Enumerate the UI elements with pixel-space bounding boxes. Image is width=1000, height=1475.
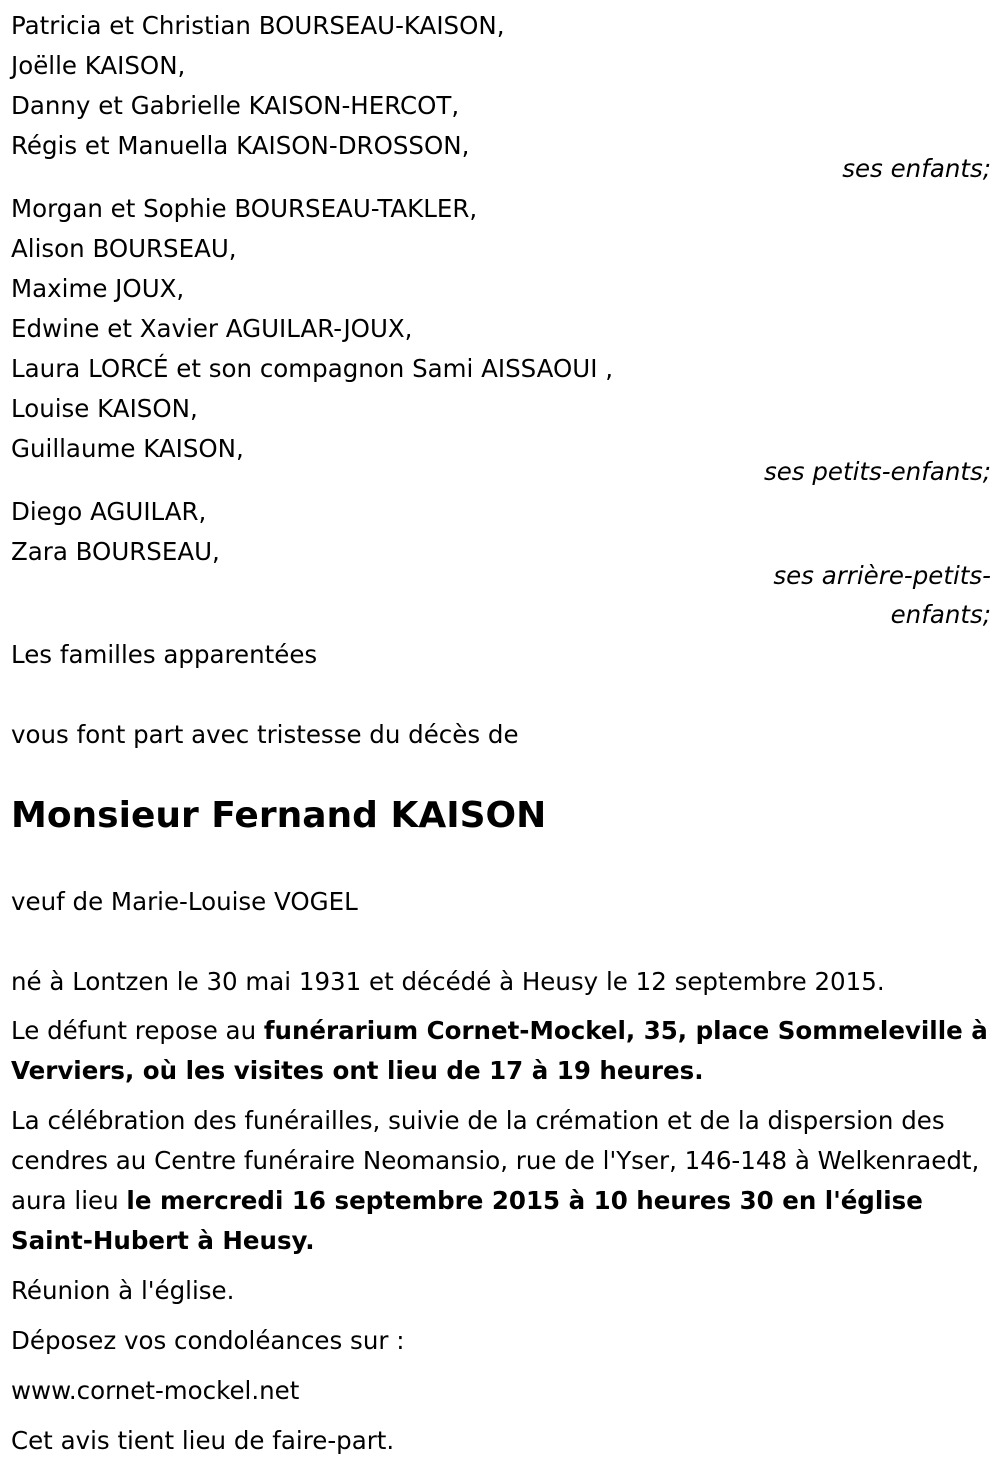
repose-text: Le défunt repose au: [11, 1016, 264, 1045]
deceased-name: Monsieur Fernand KAISON: [11, 795, 547, 836]
children-list: [11, 6, 992, 166]
grandchildren-role: ses petits-enfants;: [763, 457, 991, 486]
families-line: Les familles apparentées: [11, 640, 318, 669]
closing-line: Cet avis tient lieu de faire-part.: [11, 1426, 395, 1455]
list-item: Guillaume KAISON,: [11, 434, 244, 463]
condolences-line: Déposez vos condoléances sur :: [11, 1326, 405, 1355]
repose-location: funérarium Cornet-Mockel, 35, place Sommeleville à Verviers, où les visites ont lieu de 17 à 19 heures.: [11, 1016, 988, 1085]
great-grandchildren-role-line1: ses arrière-petits-: [773, 561, 991, 590]
celebration-paragraph: [11, 1101, 992, 1261]
website-link[interactable]: www.cornet-mockel.net: [11, 1376, 300, 1405]
list-item: Zara BOURSEAU,: [11, 537, 220, 566]
list-item: Régis et Manuella KAISON-DROSSON,: [11, 131, 470, 160]
list-item: Alison BOURSEAU,: [11, 234, 237, 263]
list-item: Louise KAISON,: [11, 394, 198, 423]
widower-line: veuf de Marie-Louise VOGEL: [11, 887, 358, 916]
celebration-text: La célébration des funérailles, suivie de la crémation et de la dispersion des cendres au Centre funéraire Neomansio, rue de l'Yser, 146-148 à Welkenraedt, aura lieu: [11, 1106, 980, 1215]
announce-line: vous font part avec tristesse du décès de: [11, 720, 519, 749]
list-item: Diego AGUILAR,: [11, 497, 207, 526]
grandchildren-list: [11, 189, 992, 469]
birth-death-line: né à Lontzen le 30 mai 1931 et décédé à Heusy le 12 septembre 2015.: [11, 967, 885, 996]
list-item: Edwine et Xavier AGUILAR-JOUX,: [11, 314, 413, 343]
list-item: Patricia et Christian BOURSEAU-KAISON,: [11, 11, 505, 40]
list-item: Morgan et Sophie BOURSEAU-TAKLER,: [11, 194, 478, 223]
reunion-line: Réunion à l'église.: [11, 1276, 235, 1305]
repose-paragraph: [11, 1011, 992, 1091]
list-item: Maxime JOUX,: [11, 274, 185, 303]
celebration-datetime: le mercredi 16 septembre 2015 à 10 heures 30 en l'église Saint-Hubert à Heusy.: [11, 1186, 923, 1255]
list-item: Joëlle KAISON,: [11, 51, 186, 80]
great-grandchildren-role-line2: enfants;: [890, 600, 991, 629]
list-item: Laura LORCÉ et son compagnon Sami AISSAOUI ,: [11, 354, 614, 383]
list-item: Danny et Gabrielle KAISON-HERCOT,: [11, 91, 460, 120]
children-role: ses enfants;: [842, 154, 991, 183]
